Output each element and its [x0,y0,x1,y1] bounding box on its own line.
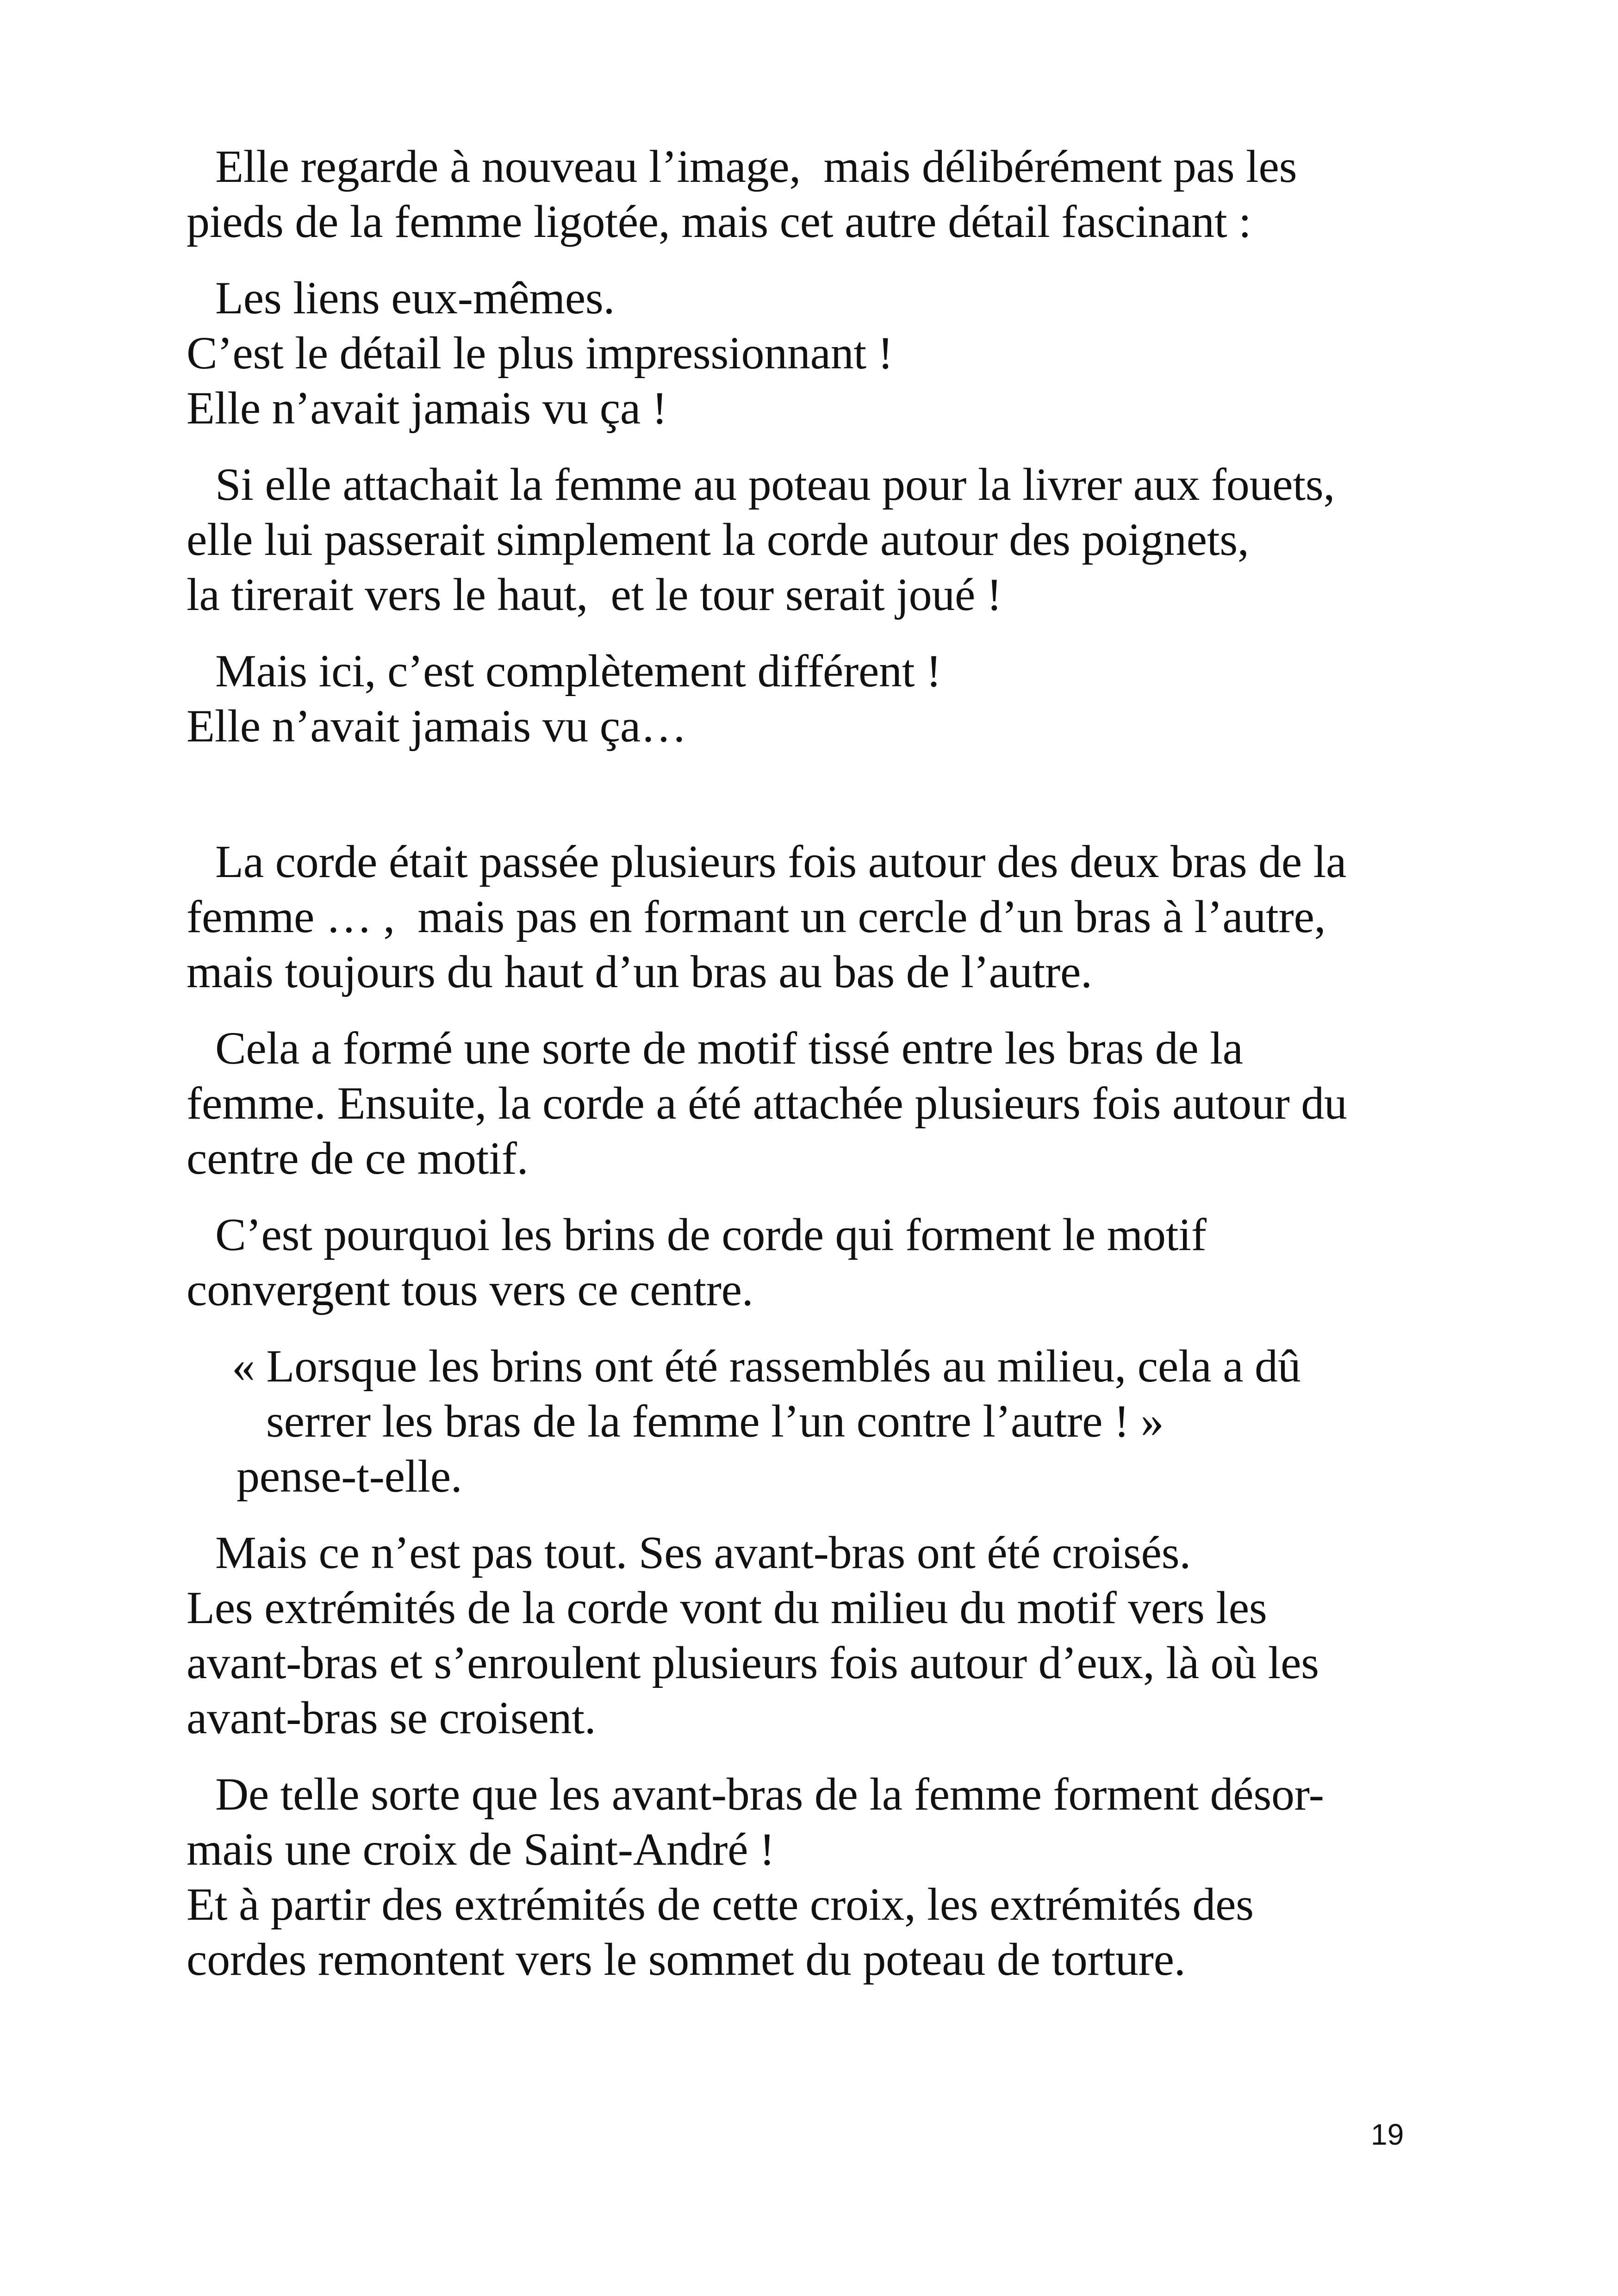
text-line: Les extrémités de la corde vont du milieu du motif vers les [187,1582,1267,1633]
text-line: pieds de la femme ligotée, mais cet autre détail fascinant : [187,196,1251,247]
text-line: De telle sorte que les avant-bras de la femme forment désor- [215,1768,1324,1820]
paragraph-10 [187,1767,1464,1987]
text-line: Elle regarde à nouveau l’image, mais délibérément pas les [215,141,1297,192]
text-line: Mais ici, c’est complètement différent ! [215,645,941,697]
text-line: avant-bras et s’enroulent plusieurs fois autour d’eux, là où les [187,1637,1319,1688]
paragraph-4 [187,643,1464,753]
quoted-thought [187,1338,1464,1504]
text-line: avant-bras se croisent. [187,1692,596,1743]
paragraph-2 [187,270,1464,436]
text-line: C’est pourquoi les brins de corde qui forment le motif [215,1209,1207,1260]
paragraph-7 [187,1207,1464,1317]
text-line: Si elle attachait la femme au poteau pour la livrer aux fouets, [215,459,1335,510]
text-line: convergent tous vers ce centre. [187,1264,753,1315]
text-line: Et à partir des extrémités de cette croix, les extrémités des [187,1879,1254,1930]
text-line: la tirerait vers le haut, et le tour serait joué ! [187,569,1002,620]
text-line: elle lui passerait simplement la corde autour des poignets, [187,514,1249,565]
paragraph-1 [187,139,1464,249]
text-line: Mais ce n’est pas tout. Ses avant-bras ont été croisés. [215,1527,1191,1578]
text-line: mais une croix de Saint-André ! [187,1823,775,1875]
text-line: Cela a formé une sorte de motif tissé entre les bras de la [215,1022,1243,1074]
text-line: « Lorsque les brins ont été rassemblés au milieu, cela a dû [232,1340,1301,1392]
text-line: femme. Ensuite, la corde a été attachée plusieurs fois autour du [187,1077,1347,1129]
text-line: femme … , mais pas en formant un cercle d’un bras à l’autre, [187,891,1326,942]
page-number: 19 [1371,2118,1404,2151]
text-line: serrer les bras de la femme l’un contre l’autre ! » [266,1395,1164,1447]
paragraph-3 [187,457,1464,622]
text-line: Elle n’avait jamais vu ça… [187,700,687,752]
text-line: Les liens eux-mêmes. [215,272,615,324]
paragraph-gap [187,775,1464,834]
text-line: cordes remontent vers le sommet du poteau de torture. [187,1934,1186,1985]
text-line: centre de ce motif. [187,1132,529,1184]
paragraph-6 [187,1020,1464,1186]
paragraph-9 [187,1525,1464,1745]
text-line: La corde était passée plusieurs fois autour des deux bras de la [215,836,1347,887]
paragraph-5 [187,834,1464,999]
text-line: C’est le détail le plus impressionnant ! [187,327,893,379]
text-line: mais toujours du haut d’un bras au bas de l’autre. [187,946,1092,997]
body-text [187,139,1464,2008]
text-line: pense-t-elle. [236,1450,462,1502]
text-line: Elle n’avait jamais vu ça ! [187,382,667,434]
